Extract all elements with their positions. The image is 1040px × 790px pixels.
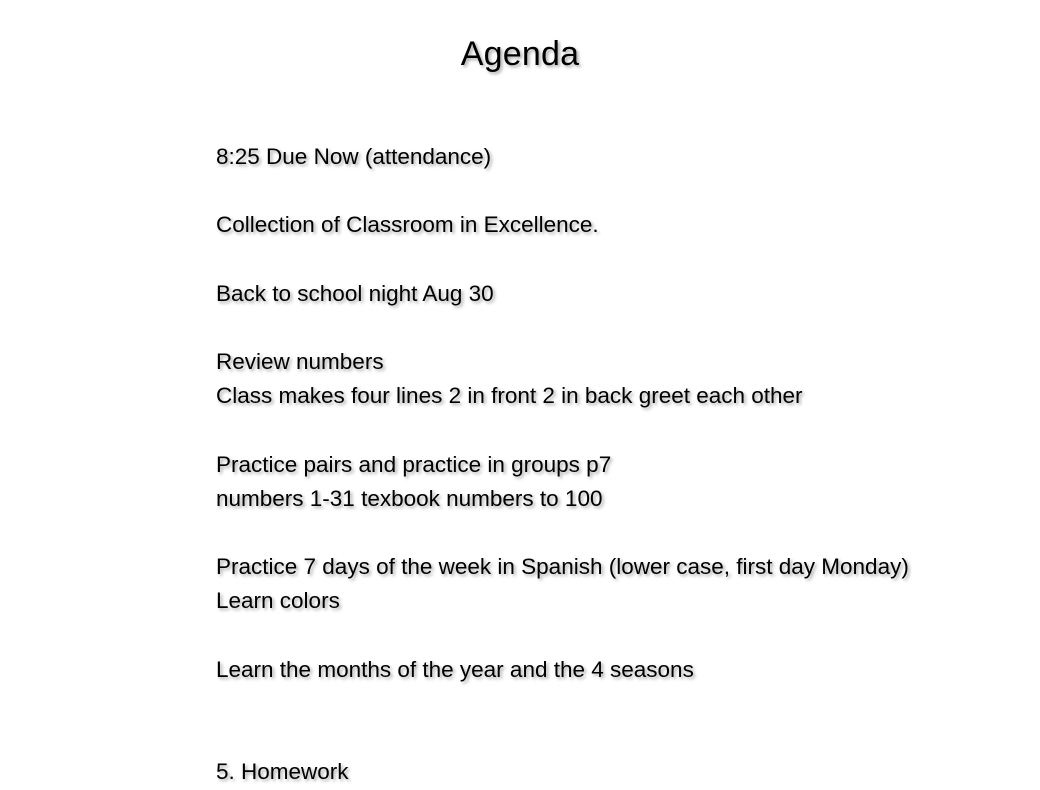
agenda-spacer xyxy=(216,619,1016,653)
agenda-spacer xyxy=(216,243,1016,277)
agenda-spacer xyxy=(216,174,1016,208)
agenda-item-back-to-school: Back to school night Aug 30 xyxy=(216,280,494,306)
agenda-item-months-seasons: Learn the months of the year and the 4 seasons xyxy=(216,656,694,682)
agenda-item-review-numbers: Review numbers xyxy=(216,349,384,375)
agenda-item-collection: Collection of Classroom in Excellence. xyxy=(216,212,599,238)
agenda-spacer xyxy=(216,516,1016,550)
agenda-spacer xyxy=(216,687,1016,755)
agenda-item-due-now: 8:25 Due Now (attendance) xyxy=(216,144,492,169)
agenda-item-days-of-week: Practice 7 days of the week in Spanish (lower case, first day Monday) xyxy=(216,554,909,580)
agenda-item-class-lines: Class makes four lines 2 in front 2 in back greet each other xyxy=(216,383,803,409)
slide-title: Agenda xyxy=(460,35,580,73)
agenda-list xyxy=(216,140,1016,790)
agenda-item-colors: Learn colors xyxy=(216,588,340,614)
agenda-item-homework: 5. Homework xyxy=(216,759,349,785)
agenda-spacer xyxy=(216,311,1016,345)
agenda-item-practice-pairs: Practice pairs and practice in groups p7 xyxy=(216,451,612,477)
agenda-item-numbers: numbers 1-31 texbook numbers to 100 xyxy=(216,485,603,511)
agenda-spacer xyxy=(216,414,1016,448)
